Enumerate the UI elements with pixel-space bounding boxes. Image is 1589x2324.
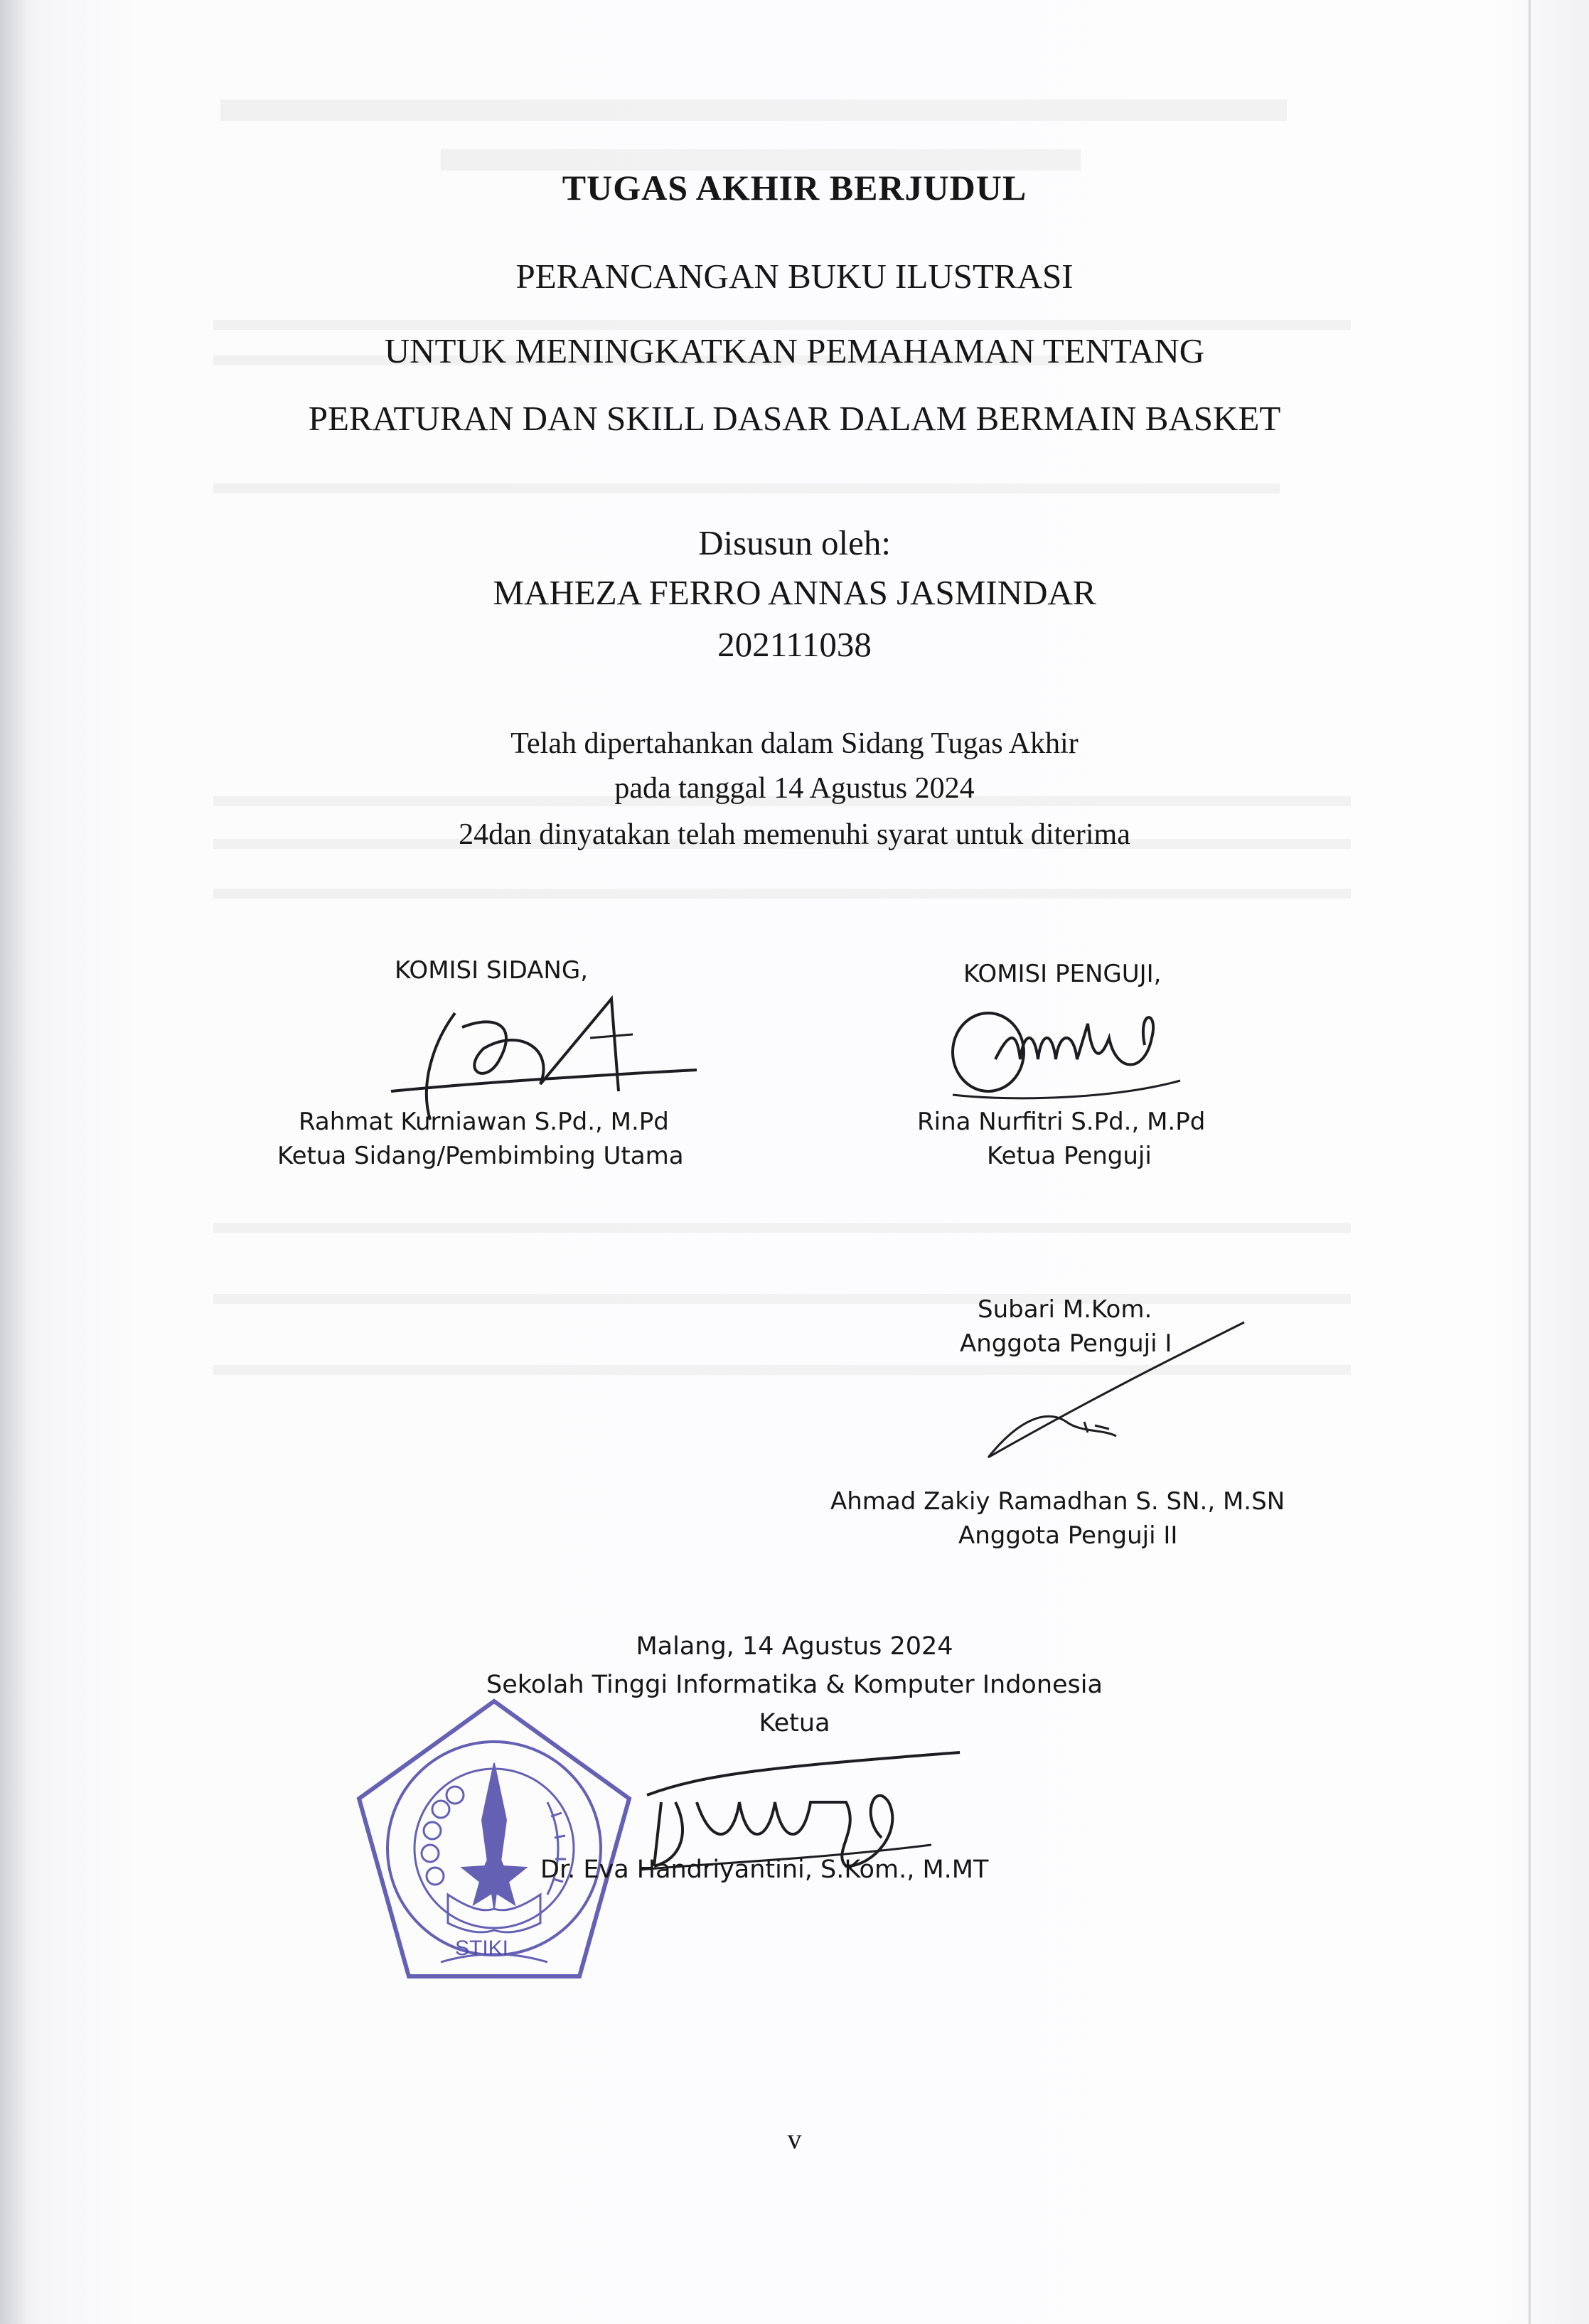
closing-place-date: Malang, 14 Agustus 2024: [636, 1632, 953, 1661]
anggota-2-name: Ahmad Zakiy Ramadhan S. SN., M.SN: [830, 1487, 1285, 1516]
document-title: TUGAS AKHIR BERJUDUL: [562, 168, 1027, 208]
author-id: 202111038: [717, 625, 872, 664]
thesis-title-line-3: PERATURAN DAN SKILL DASAR DALAM BERMAIN BASKET: [308, 399, 1281, 438]
thesis-title-line-2: UNTUK MENINGKATKAN PEMAHAMAN TENTANG: [384, 331, 1205, 370]
ketua-penguji-role: Ketua Penguji: [987, 1142, 1152, 1170]
stamp-acronym: STIKI: [455, 1937, 509, 1960]
defense-line-2: pada tanggal 14 Agustus 2024: [614, 772, 975, 805]
anggota-1-name: Subari M.Kom.: [978, 1295, 1152, 1324]
anggota-1-role: Anggota Penguji I: [960, 1329, 1172, 1358]
closing-institution: Sekolah Tinggi Informatika & Komputer Indonesia: [486, 1671, 1103, 1699]
defense-line-1: Telah dipertahankan dalam Sidang Tugas Akhir: [510, 727, 1079, 760]
signature-ketua-sidang: [377, 985, 704, 1127]
signature-anggota-1: [960, 1315, 1258, 1472]
institution-stamp: [348, 1696, 640, 1994]
closing-position: Ketua: [759, 1709, 830, 1737]
author-name: MAHEZA FERRO ANNAS JASMINDAR: [493, 573, 1096, 612]
signature-ketua-penguji: [946, 995, 1202, 1109]
ketua-sidang-role: Ketua Sidang/Pembimbing Utama: [277, 1142, 684, 1170]
ketua-name: Dr. Eva Handriyantini, S.Kom., M.MT: [540, 1856, 989, 1884]
komisi-sidang-heading: KOMISI SIDANG,: [395, 956, 589, 985]
defense-line-3: 24dan dinyatakan telah memenuhi syarat untuk diterima: [459, 818, 1130, 851]
anggota-2-role: Anggota Penguji II: [958, 1521, 1178, 1550]
ketua-sidang-name: Rahmat Kurniawan S.Pd., M.Pd: [299, 1108, 669, 1136]
thesis-title-line-1: PERANCANGAN BUKU ILUSTRASI: [515, 257, 1074, 296]
komisi-penguji-heading: KOMISI PENGUJI,: [963, 960, 1162, 988]
author-label: Disusun oleh:: [698, 523, 891, 562]
ketua-penguji-name: Rina Nurfitri S.Pd., M.Pd: [917, 1108, 1206, 1136]
page-number: v: [787, 2123, 802, 2155]
